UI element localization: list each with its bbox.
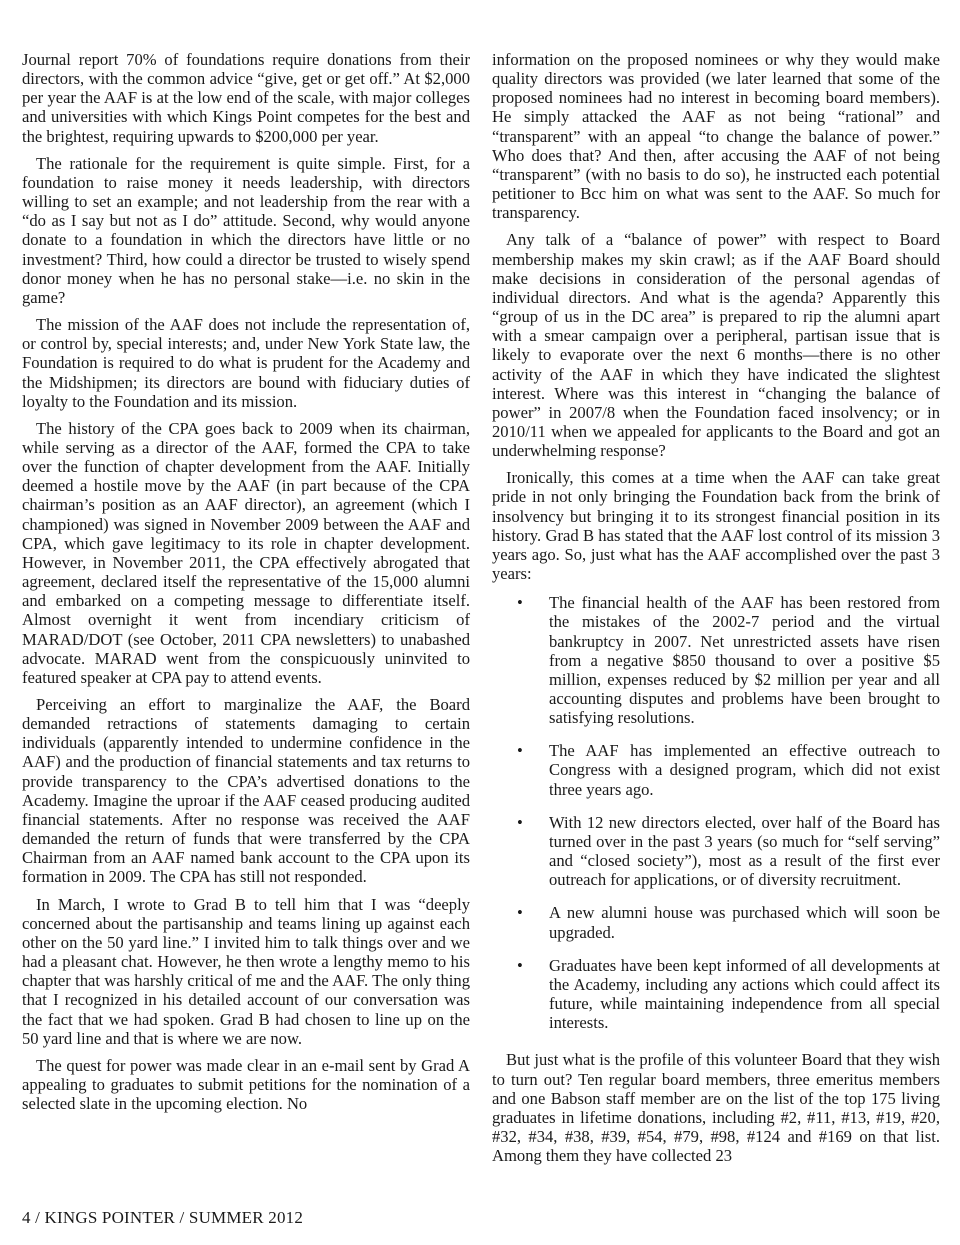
list-item xyxy=(492,593,940,727)
list-item-text: The financial health of the AAF has been restored from the mistakes of the 2002-7 period and the virtual bankruptcy in 2007. Net unrestricted assets have risen from a negative $850 thousand to over a positive $5 million, expenses reduced by $2 million per year and all accounting disputes and problems have been brought to satisfying resolutions. xyxy=(549,593,940,728)
left-paragraph-7: The quest for power was made clear in an e-mail sent by Grad A appealing to graduates to submit petitions for the nomination of a selected slate in the upcoming election. No xyxy=(22,1055,470,1114)
list-item xyxy=(492,903,940,941)
accomplishments-list xyxy=(492,593,940,1032)
bullet-icon: • xyxy=(517,903,523,923)
right-paragraph-2: Any talk of a “balance of power” with respect to Board membership makes my skin crawl; as if the AAF Board should make decisions in consideration of the personal agendas of individual directors. And what is the agenda? Apparently this “group of us in the DC area” is prepared to rip the alumni apart with a smear campaign over a peripheral, partisan issue that is likely to evaporate over the next 6 months—there is no other activity of the AAF in which they have indicated the slightest interest. Where was this interest in “changing the balance of power” in 2007/8 when the Foundation faced insolvency; or in 2010/11 when we appealed for applicants to the Board and got an underwhelming response? xyxy=(492,230,940,461)
bullet-icon: • xyxy=(517,955,523,975)
bullet-icon: • xyxy=(517,741,523,761)
left-paragraph-5: Perceiving an effort to marginalize the AAF, the Board demanded retractions of statements damaging to certain individuals (apparently intended to undermine confidence in the AAF) and the production of financial statements and tax returns to provide transparency to the CPA’s advertised donations to the Academy. Imagine the uproar if the AAF ceased producing audited financial statements. After no response was received the AAF demanded the return of funds that were transferred by the CPA Chairman from an AAF named bank account to the CPA upon its formation in 2009. The CPA has still not responded. xyxy=(22,695,470,887)
list-item-text: A new alumni house was purchased which will soon be upgraded. xyxy=(549,903,940,942)
list-item xyxy=(492,956,940,1033)
page-footer: 4 / KINGS POINTER / SUMMER 2012 xyxy=(22,1208,304,1227)
magazine-page xyxy=(22,50,940,1200)
left-paragraph-6: In March, I wrote to Grad B to tell him that I was “deeply concerned about the partisanship and teams lining up against each other on the 50 yard line.” I invited him to talk things over and we had a pleasant chat. However, he then wrote a lengthy memo to his chapter that was harshly critical of me and the AAF. The only thing that I recognized in his detailed account of our conversation was the fact that we had spoken. Grad B had chosen to line up on the 50 yard line and that is where we are now. xyxy=(22,894,470,1048)
left-paragraph-2: The rationale for the requirement is quite simple. First, for a foundation to raise money it needs leadership, with directors willing to set an example; and not leadership from the rear with a “do as I say but not as I do” attitude. Second, why would anyone donate to a foundation in which the directors have little or no investment? Third, how could a director be trusted to wisely spend donor money when he has no personal stake—i.e. no skin in the game? xyxy=(22,153,470,307)
list-item-text: Graduates have been kept informed of all developments at the Academy, including any actions which could affect its future, while maintaining independence from all special interests. xyxy=(549,955,940,1033)
list-item-text: With 12 new directors elected, over half of the Board has turned over in the past 3 years (so much for “self serving” and “closed society”), most as a result of the first ever outreach for applications, or of diversity recruitment. xyxy=(549,812,940,890)
list-item xyxy=(492,813,940,890)
list-item xyxy=(492,741,940,798)
right-paragraph-closing: But just what is the profile of this volunteer Board that they wish to turn out? Ten regular board members, three emeritus members and one Babson staff member are on the list of the top 175 living graduates in lifetime donations, including #2, #11, #13, #19, #20, #32, #34, #38, #39, #54, #79, #98, #124 and #169 on that list. Among them they have collected 23 xyxy=(492,1050,940,1166)
left-column xyxy=(22,50,470,1200)
bullet-icon: • xyxy=(517,593,523,613)
left-paragraph-1: Journal report 70% of foundations require donations from their directors, with the common advice “give, get or get off.” At $2,000 per year the AAF is at the low end of the scale, with major colleges and universities with which Kings Point competes for the best and the brightest, requiring upwards to $200,000 per year. xyxy=(22,50,470,146)
left-paragraph-4: The history of the CPA goes back to 2009 when its chairman, while serving as a director of the AAF, formed the CPA to take over the function of chapter development from the AAF. Initially deemed a hostile move by the AAF (in part because of the CPA chairman’s position as an AAF director), an agreement (which I championed) was signed in November 2009 between the AAF and CPA, which gave legitimacy to its role in chapter development. However, in November 2011, the CPA effectively abrogated that agreement, declared itself the representative of the 15,000 alumni and embarked on a competing message to differentiate itself. Almost overnight it went from incendiary criticism of MARAD/DOT (see October, 2011 CPA newsletters) to unabashed advocate. MARAD went from the conspicuously uninvited to featured speaker at CPA pay to attend events. xyxy=(22,418,470,687)
left-paragraph-3: The mission of the AAF does not include the representation of, or control by, special interests; and, under New York State law, the Foundation is required to do what is prudent for the Academy and the Midshipmen; its directors are bound with fiduciary duties of loyalty to the Foundation and its mission. xyxy=(22,315,470,411)
list-item-text: The AAF has implemented an effective outreach to Congress with a designed program, which did not exist three years ago. xyxy=(549,741,940,799)
right-paragraph-3: Ironically, this comes at a time when the AAF can take great pride in not only bringing the Foundation back from the brink of insolvency but bringing it to its strongest financial position in its history. Grad B has stated that the AAF lost control of its mission 3 years ago. So, just what has the AAF accomplished over the past 3 years: xyxy=(492,468,940,584)
right-paragraph-1: information on the proposed nominees or why they would make quality directors was provided (we later learned that some of the proposed nominees had no interest in becoming board members). He simply attacked the AAF as not being “rational” and “transparent” with an appeal “to change the balance of power.” Who does that? And then, after accusing the AAF of not being “transparent” (with no basis to do so), he instructed each potential petitioner to Bcc him on what was sent to the AAF. So much for transparency. xyxy=(492,50,940,223)
bullet-icon: • xyxy=(517,812,523,832)
right-column xyxy=(492,50,940,1200)
